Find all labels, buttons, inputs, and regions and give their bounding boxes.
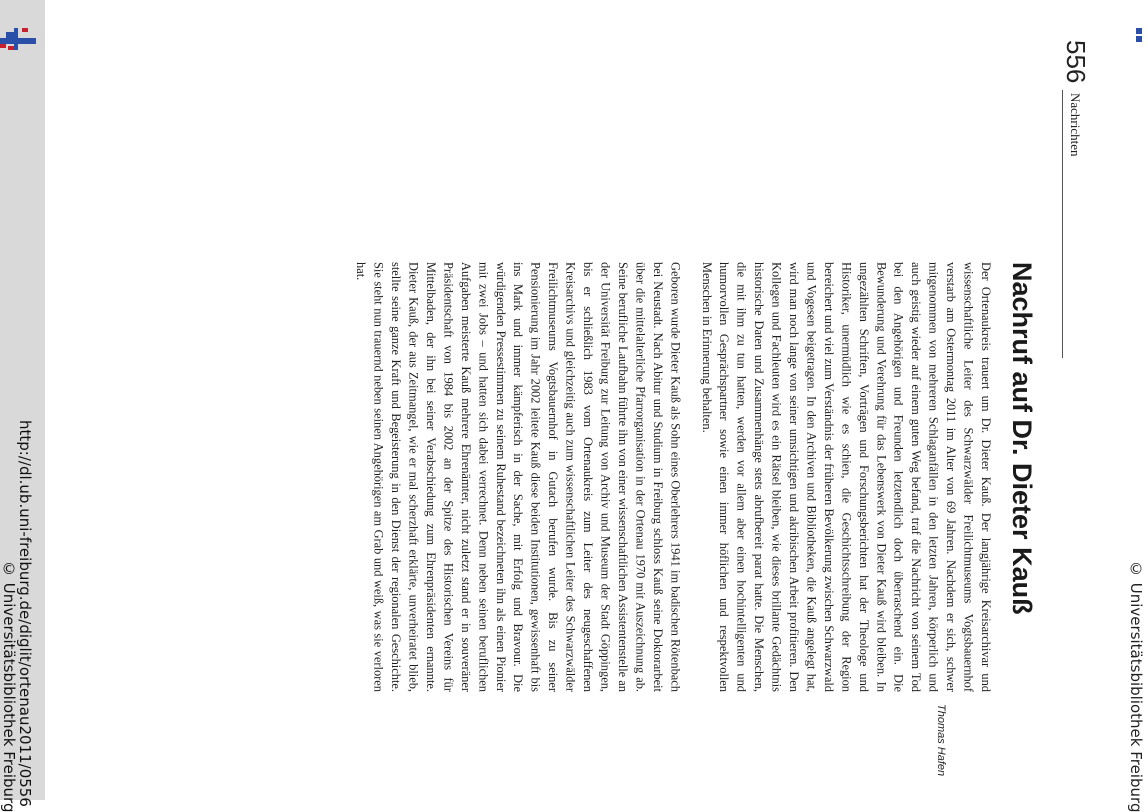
article-body [272,262,994,692]
corner-mark-icon [1136,28,1142,34]
corner-mark-icon [1136,36,1142,42]
page-number: 556 [1061,40,1091,84]
viewer-sidebar [0,0,45,812]
paragraph: Geboren wurde Dieter Kauß als Sohn eines Oberlehrers 1941 im badischen Rötenbach bei Neustadt. Nach Abitur und Studium in Freiburg schloss Kauß seine Doktorarbeit über die mittelalterliche Pfarrorganisation in der Ortenau 1970 mit Auszeichnung ab. Seine berufliche Laufbahn führte ihn von einer wissenschaftlichen Assistentenstelle an der Universität Freiburg zur Leitung von Archiv und Museum der Stadt Göppingen, bis er schließlich 1983 vom Ortenaukreis zum Leiter des neugeschaffenen Kreisarchivs und gleichzeitig auch zum wissenschaftlichen Leiter des Schwarzwälder Freilichtmuseums Vogtsbauernhof in Gutach berufen wurde. Bis zu seiner Pensionierung im Jahr 2002 leitete Kauß diese beiden Institutionen, gewissenhaft bis ins Mark und immer kämpferisch in der Sache, mit Erfolg und Bravour. Die würdigenden Pressestimmen zu seinem Ruhestand bezeichneten ihn als einen Pionier mit zwei Jobs – und hatten sich dabei verrechnet. Denn neben seinen beruflichen Aufgaben meisterte Kauß mehrere Ehrenämter, nicht zuletzt stand er in souveräner Präsidentschaft von 1984 bis 2002 an der Spitze des Historischen Vereins für Mittelbaden, der ihn bei seiner Verabschiedung zum Ehrenpräsidenten ernannte. Dieter Kauß, der aus Zeitmangel, wie er mal scherzhaft erklärte, unverheiratet blieb, stellte seine ganze Kraft und Begeisterung in den Dienst der regionalen Geschichte. Sie steht nun trauernd neben seinen Angehörigen am Grab und weiß, was sie verloren hat. [354,262,683,692]
section-label: Nachrichten [1068,93,1083,157]
paragraph: Der Ortenaukreis trauert um Dr. Dieter Kauß. Der langjährige Kreisarchivar und wissenschaftliche Leiter des Schwarzwälder Freilichtmuseums Vogtsbauernhof verstarb am Ostermontag 2011 im Alter von 69 Jahren. Nachdem er sich, schwer mitgenommen von mehreren Schlaganfällen in den letzten Jahren, körperlich und auch geistig wieder auf einem guten Weg befand, traf die Nachricht von seinem Tod bei den Angehörigen und Freunden letztendlich doch überraschend ein. Die Bewunderung und Verehrung für das Lebenswerk von Dieter Kauß wird bleiben. In ungezählten Schriften, Vorträgen und Forschungsberichten hat der Theologe und Historiker, unermüdlich wie es schien, die Geschichtsschreibung der Region bereichert und viel zum Verständnis der früheren Bevölkerung zwischen Schwarzwald und Vogesen beigetragen. In den Archiven und Bibliotheken, die Kauß angelegt hat, wird man noch lange von seiner umsichtigen und akribischen Arbeit profitieren. Den Kollegen und Fachleuten wird es ein Rätsel bleiben, wie dieses brillante Gedächtnis historische Daten und Zusammenhänge stets abrufbereit parat hatte. Die Menschen, die mit ihm zu tun hatten, werden vor allem aber einen hochintelligenten und humorvollen Gesprächspartner sowie einen immer höflichen und respektvollen Menschen in Erinnerung behalten. [699,262,993,692]
cut-copyright-text: © Universitätsbibliothek Freiburg [1127,560,1145,812]
article-title: Nachruf auf Dr. Dieter Kauß [1007,262,1037,615]
library-logo-icon [0,28,40,50]
document-url: http://dl.ub.uni-freiburg.de/diglit/ortenau2011/0556 [16,420,34,807]
copyright-notice: © Universitätsbibliothek Freiburg [0,560,18,812]
header-rule [1062,90,1063,358]
article-author: Thomas Hafen [935,704,947,777]
cut-copyright [1127,560,1146,812]
